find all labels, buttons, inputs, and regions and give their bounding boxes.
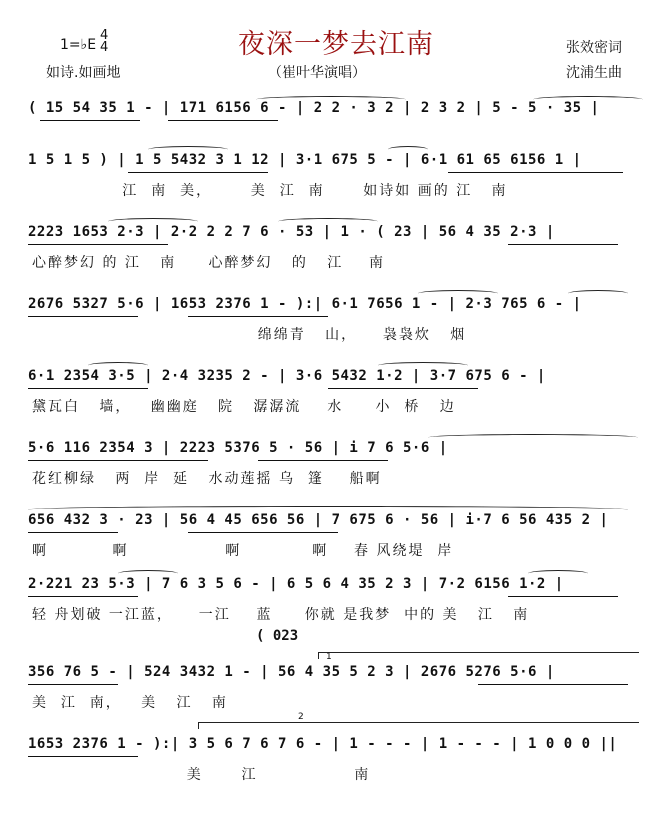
singer-credit: （崔叶华演唱） xyxy=(268,65,366,81)
key-signature: 1=♭E xyxy=(60,37,97,53)
lyricist-credit: 张效密词 xyxy=(566,40,622,56)
song-title: 夜深一梦去江南 xyxy=(238,29,434,60)
notation: 1 5 1 5 ) | 1 5 5432 3 1 12 | 3·1 675 5 - | 6·1 61 65 6156 1 | xyxy=(28,152,582,168)
lyrics: 黛瓦白 墙， 幽幽庭 院 潺潺流 水 小 桥 边 xyxy=(32,399,456,415)
staff-line-8 xyxy=(28,576,646,626)
staff-line-4 xyxy=(28,296,646,346)
lyrics: 美 江 南 xyxy=(32,767,371,783)
staff-line-3 xyxy=(28,224,646,274)
time-signature-top: 4 xyxy=(100,28,109,43)
lyrics: 花红柳绿 两 岸 延 水动莲摇 乌 篷 船啊 xyxy=(32,471,382,487)
performance-mood: 如诗.如画地 xyxy=(46,65,121,81)
composer-credit: 沈浦生曲 xyxy=(566,65,622,81)
staff-line-10 xyxy=(28,712,646,786)
notation: 2·221 23 5·3 | 7 6 3 5 6 - | 6 5 6 4 35 2 3 | 7·2 6156 1·2 | xyxy=(28,576,564,592)
time-signature xyxy=(100,30,108,54)
volta-number-2: 2 xyxy=(298,712,304,722)
notation: 2676 5327 5·6 | 1653 2376 1 - ):| 6·1 7656 1 - | 2·3 765 6 - | xyxy=(28,296,582,312)
notation: ( 15 54 35 1 - | 171 6156 6 - | 2 2 · 3 2 | 2 3 2 | 5 - 5 · 35 | xyxy=(28,100,600,116)
notation: 6·1 2354 3·5 | 2·4 3235 2 - | 3·6 5432 1·2 | 3·7 675 6 - | xyxy=(28,368,546,384)
time-signature-bottom: 4 xyxy=(100,40,109,55)
staff-line-5 xyxy=(28,368,646,418)
pickup-notes: ( 023 xyxy=(256,628,299,644)
staff-line-1 xyxy=(28,100,646,140)
lyrics: 啊 啊 啊 啊 春 风绕堤 岸 xyxy=(32,543,454,559)
lyrics: 绵绵青 山， 袅袅炊 烟 xyxy=(32,327,467,343)
notation: 1653 2376 1 - ):| 3 5 6 7 6 7 6 - | 1 - - - | 1 - - - | 1 0 0 0 || xyxy=(28,736,618,752)
notation: 356 76 5 - | 524 3432 1 - | 56 4 35 5 2 3 | 2676 5276 5·6 | xyxy=(28,664,555,680)
notation: 2223 1653 2·3 | 2·2 2 2 7 6 · 53 | 1 · ( 23 | 56 4 35 2·3 | xyxy=(28,224,555,240)
notation: 5·6 116 2354 3 | 2223 5376 5 · 56 | i 7 6 5·6 | xyxy=(28,440,448,456)
staff-line-9 xyxy=(28,652,646,714)
lyrics: 江 南 美， 美 江 南 如诗如 画的 江 南 xyxy=(32,183,508,199)
staff-line-2 xyxy=(28,152,646,202)
volta-number-1: 1 xyxy=(326,652,332,662)
staff-line-6 xyxy=(28,440,646,490)
lyrics: 美 江 南， 美 江 南 xyxy=(32,695,228,711)
lyrics: 轻 舟划破 一江蓝， 一江 蓝 你就 是我梦 中的 美 江 南 xyxy=(32,607,530,623)
lyrics: 心醉梦幻 的 江 南 心醉梦幻 的 江 南 xyxy=(32,255,386,271)
notation: 656 432 3 · 23 | 56 4 45 656 56 | 7 675 6 · 56 | i·7 6 56 435 2 | xyxy=(28,512,609,528)
staff-line-7 xyxy=(28,512,646,562)
